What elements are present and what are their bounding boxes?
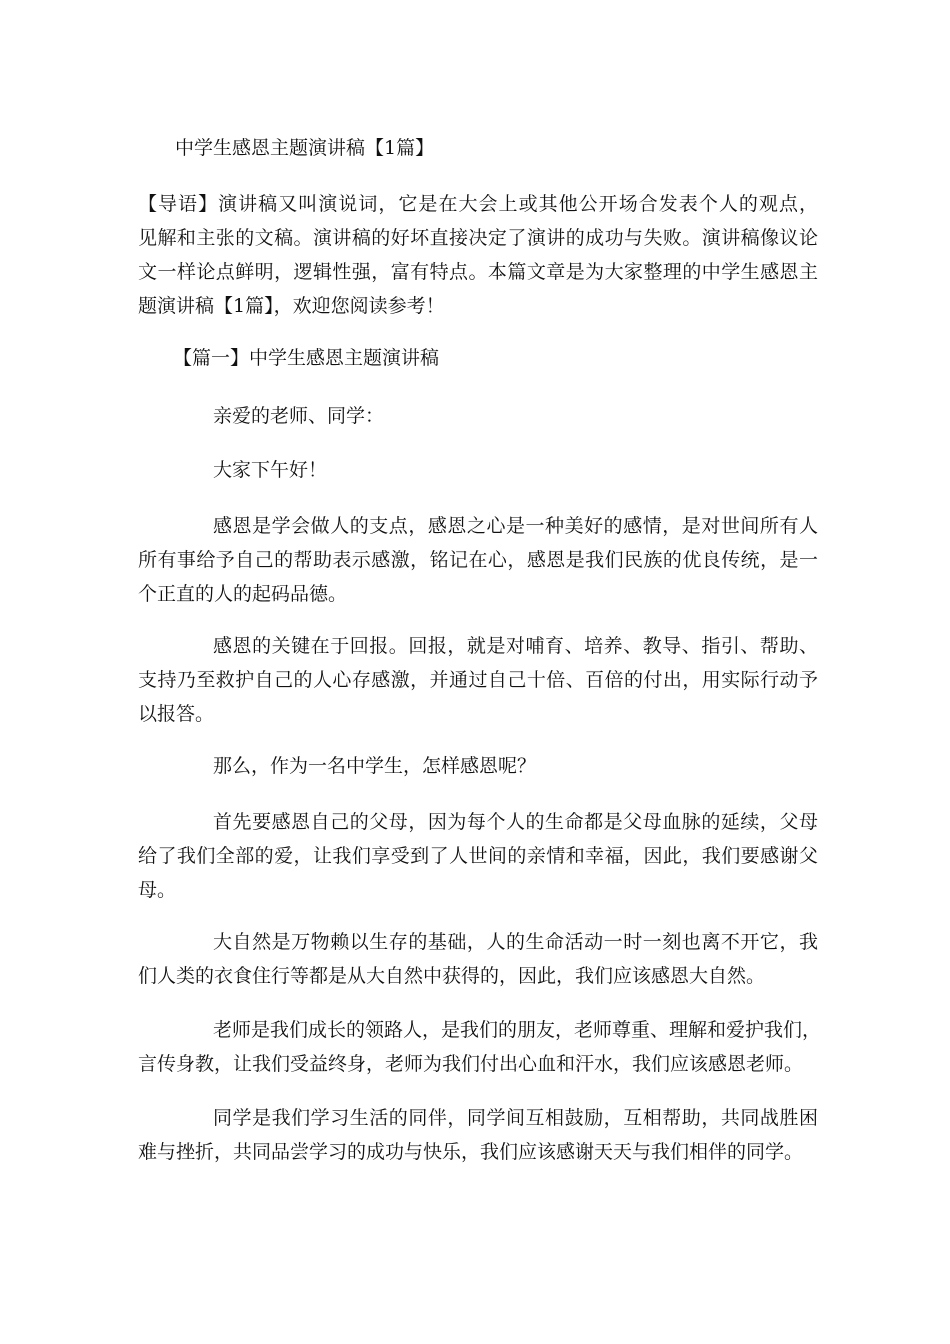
intro-line-1: 【导语】演讲稿又叫演说词，它是在大会上或其他公开场合发表个人的观点， [138, 193, 818, 215]
salutation: 亲爱的老师、同学： [213, 405, 385, 427]
paragraph-line: 感恩是学会做人的支点，感恩之心是一种美好的感情，是对世间所有人 [213, 515, 818, 537]
intro-line-3: 文一样论点鲜明，逻辑性强，富有特点。本篇文章是为大家整理的中学生感恩主 [138, 261, 818, 283]
paragraph-line: 老师是我们成长的领路人，是我们的朋友，老师尊重、理解和爱护我们， [213, 1019, 822, 1041]
paragraph-line: 所有事给予自己的帮助表示感激，铭记在心，感恩是我们民族的优良传统，是一 [138, 549, 818, 571]
paragraph-line: 那么，作为一名中学生，怎样感恩呢？ [213, 755, 537, 777]
paragraph-line: 们人类的衣食住行等都是从大自然中获得的，因此，我们应该感恩大自然。 [138, 965, 766, 987]
paragraph-line: 支持乃至救护自己的人心存感激，并通过自己十倍、百倍的付出，用实际行动予 [138, 669, 818, 691]
paragraph-line: 难与挫折，共同品尝学习的成功与快乐，我们应该感谢天天与我们相伴的同学。 [138, 1141, 804, 1163]
section-title: 【篇一】中学生感恩主题演讲稿 [173, 347, 440, 369]
document-title: 中学生感恩主题演讲稿【1篇】 [175, 137, 435, 159]
greeting: 大家下午好！ [213, 459, 328, 481]
paragraph-line: 个正直的人的起码品德。 [138, 583, 348, 605]
paragraph-line: 同学是我们学习生活的同伴，同学间互相鼓励，互相帮助，共同战胜困 [213, 1107, 818, 1129]
paragraph-line: 首先要感恩自己的父母，因为每个人的生命都是父母血脉的延续，父母 [213, 811, 818, 833]
paragraph-line: 母。 [138, 879, 177, 901]
paragraph-line: 给了我们全部的爱，让我们享受到了人世间的亲情和幸福，因此，我们要感谢父 [138, 845, 818, 867]
intro-line-4: 题演讲稿【1篇】，欢迎您阅读参考！ [138, 295, 445, 317]
paragraph-line: 言传身教，让我们受益终身，老师为我们付出心血和汗水，我们应该感恩老师。 [138, 1053, 804, 1075]
paragraph-line: 大自然是万物赖以生存的基础，人的生命活动一时一刻也离不开它，我 [213, 931, 818, 953]
paragraph-line: 感恩的关键在于回报。回报，就是对哺育、培养、教导、指引、帮助、 [213, 635, 818, 657]
intro-line-2: 见解和主张的文稿。演讲稿的好坏直接决定了演讲的成功与失败。演讲稿像议论 [138, 227, 818, 249]
paragraph-line: 以报答。 [138, 703, 215, 725]
